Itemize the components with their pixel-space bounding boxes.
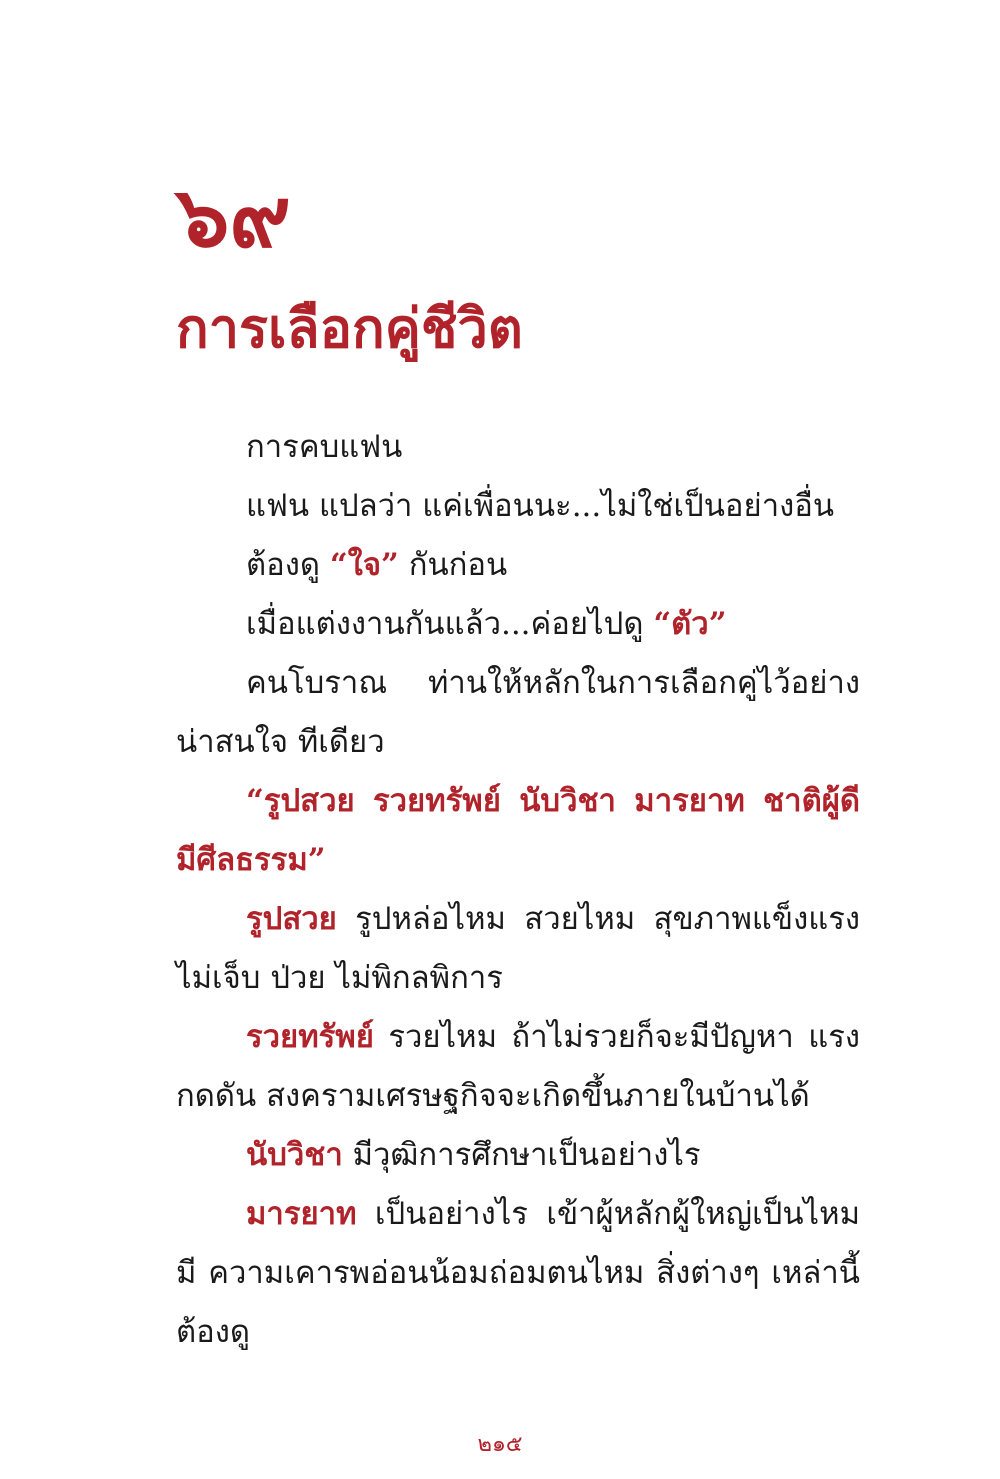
page-number: ๒๑๕ xyxy=(477,1432,523,1457)
term-manners: มารยาท xyxy=(246,1196,357,1232)
paragraph-wealth-text: รวยไหม ถ้าไม่รวยก็จะมีปัญหา แรงกดดัน สงครามเศรษฐกิจจะเกิดขึ้นภายในบ้านได้ xyxy=(176,1019,860,1114)
line-dating-text: การคบแฟน xyxy=(246,429,403,465)
term-looks: รูปสวย xyxy=(246,901,337,937)
paragraph-looks-text: รูปหล่อไหม สวยไหม สุขภาพแข็งแรง ไม่เจ็บ ป่วย ไม่พิกลพิการ xyxy=(176,901,860,996)
line-definition-text: แฟน แปลว่า แค่เพื่อนนะ...ไม่ใช่เป็นอย่างอื่น xyxy=(246,488,835,524)
paragraph-looks xyxy=(176,890,860,1008)
paragraph-education-text: มีวุฒิการศึกษาเป็นอย่างไร xyxy=(342,1137,701,1173)
paragraph-ancients: คนโบราณ ท่านให้หลักในการเลือกคู่ไว้อย่างน่าสนใจ ทีเดียว xyxy=(176,665,860,760)
paragraph-manners-text: เป็นอย่างไร เข้าผู้หลักผู้ใหญ่เป็นไหม มี ความเคารพอ่อนน้อมถ่อมตนไหม สิ่งต่างๆ เหล่านี้ต้องดู xyxy=(176,1196,860,1350)
body-text xyxy=(176,418,860,1362)
line-body xyxy=(176,595,860,654)
line-heart-post: กันก่อน xyxy=(398,547,508,583)
line-dating xyxy=(176,418,860,477)
line-heart xyxy=(176,536,860,595)
term-wealth: รวยทรัพย์ xyxy=(246,1019,374,1055)
paragraph-education xyxy=(176,1126,860,1185)
term-education: นับวิชา xyxy=(246,1137,343,1173)
emphasis-heart: “ใจ” xyxy=(329,547,399,583)
chapter-title: การเลือกคู่ชีวิต xyxy=(176,296,523,360)
line-definition xyxy=(176,477,860,536)
line-heart-pre: ต้องดู xyxy=(246,547,330,583)
paragraph-manners xyxy=(176,1185,860,1362)
line-body-pre: เมื่อแต่งงานกันแล้ว...ค่อยไปดู xyxy=(246,606,654,642)
quote-principles: “รูปสวย รวยทรัพย์ นับวิชา มารยาท ชาติผู้ดี มีศีลธรรม” xyxy=(176,783,860,878)
chapter-number: ๖๙ xyxy=(176,167,291,266)
emphasis-body: “ตัว” xyxy=(653,606,727,642)
paragraph-wealth xyxy=(176,1008,860,1126)
